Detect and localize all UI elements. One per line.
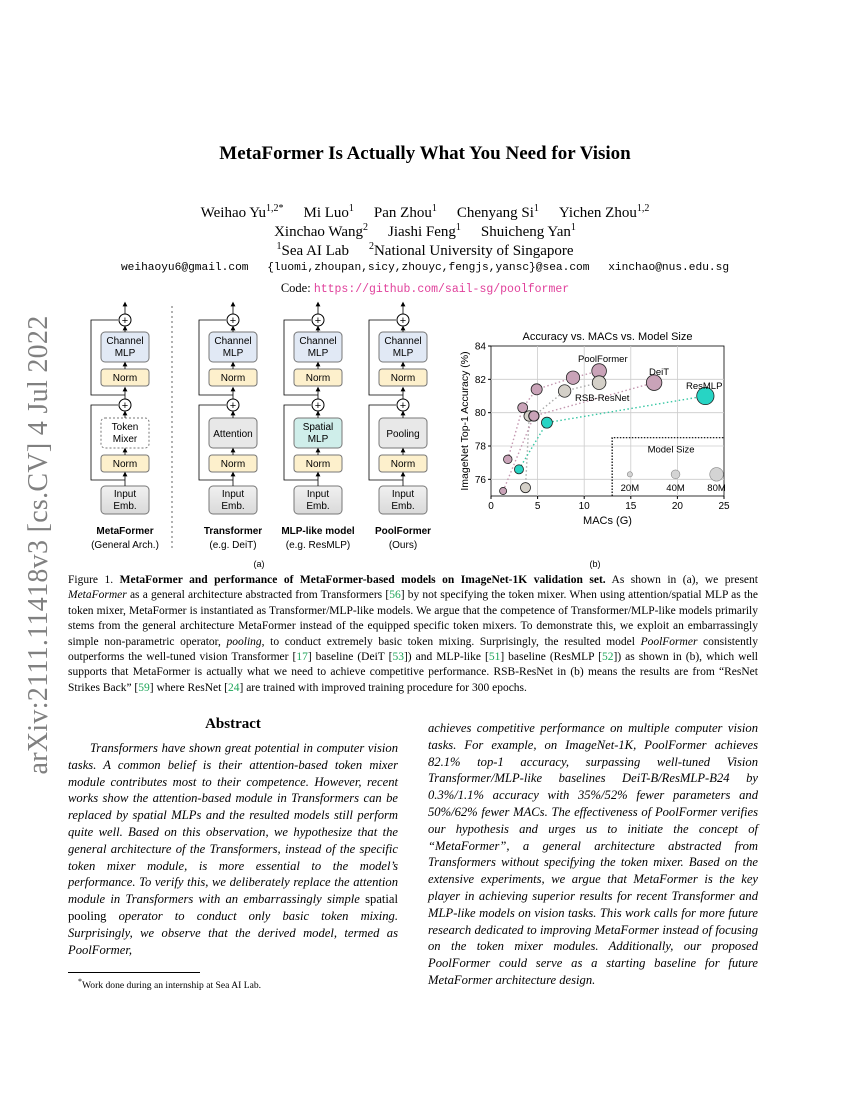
legend-size-marker [710,468,724,482]
plus-label: + [229,400,237,412]
y-axis-label: ImageNet Top-1 Accuracy (%) [459,351,471,491]
abstract-right-column [428,720,758,989]
legend-size-label: 40M [666,483,685,494]
x-tick-label: 5 [534,501,541,512]
email-3[interactable]: xinchao@nus.edu.sg [608,262,730,274]
legend-size-marker [627,472,632,477]
legend-title: Model Size [647,444,695,456]
channel-mlp-label: MLP [222,348,244,359]
norm-label: Norm [305,459,331,470]
resmlp-annotation: ResMLP [686,381,723,392]
arch-subtitle: (Ours) [388,540,418,551]
y-tick-label: 82 [474,374,486,386]
legend-size-label: 20M [620,483,640,494]
poolformer-point [503,455,512,464]
x-axis-label: MACs (G) [583,515,632,527]
arch-name: MetaFormer [96,526,154,537]
input-emb-label: Emb. [306,501,330,512]
norm-label: Norm [390,459,416,470]
plus-label: + [399,315,407,327]
poolformer-point [566,371,579,384]
author: Mi Luo$^1$ [303,203,354,221]
figure-caption: Figure 1. MetaFormer and performance of MetaFormer-based models on ImageNet-1K validation set. As shown in (a), we present MetaFormer as a general architecture abstracted from Transformers [56] by not specifying the token mixer. When using attention/spatial MLP as the token mixer, MetaFormer is instantiated as Transformer/MLP-like models. We argue that the competence of Transformer/MLP-like models primarily stems from the general architecture MetaFormer instead of the equipped specific token mixers. To demonstrate this, we exploit an embarrassingly simple non-parametric operator, pooling, to conduct extremely basic token mixing. Surprisingly, the resulted model PoolFormer consistently outperforms the well-tuned vision Transformer [17] baseline (DeiT [53]) and MLP-like [51] baseline (ResMLP [52]) as shown in (b), which well supports that MetaFormer is actually what we need to achieve competitive performance. RSB-ResNet in (b) means the results are from “ResNet Strikes Back” [59] where ResNet [24] are trained with improved training procedure for 300 epochs. [68,574,758,694]
norm-label: Norm [220,373,246,384]
token-mixer-label: Spatial [302,422,334,433]
author: Shuicheng Yan$^1$ [480,222,576,240]
poolformer-annotation: PoolFormer [578,354,628,365]
plus-label: + [314,315,322,327]
author: Yichen Zhou$^{1,2}$ [558,203,650,221]
citation[interactable]: 59 [138,681,150,694]
author: Weihao $Yu^{1,2*}$ [200,203,284,221]
deit-annotation: DeiT [649,367,670,378]
email-1[interactable]: weihaoyu6@gmail.com [120,262,249,274]
abstract-left-column [68,716,398,958]
arch-subtitle: (e.g. ResMLP) [285,540,351,551]
paper-title: MetaFormer Is Actually What You Need for Vision [219,143,631,164]
token-mixer-label: Token [111,422,139,433]
affiliation: $^1$Sea AI Lab [276,241,349,259]
abstract-paragraph-2: achieves competitive performance on multiple computer vision tasks. For example, on ImageNet-1K, PoolFormer achieves 82.1% top-1 accuracy, surpassing well-tuned Vision Transformer/MLP-like baselines DeiT-B/ResMLP-B24 by 0.3%/1.1% accuracy with 35%/52% fewer parameters and 50%/62% fewer MACs. The effectiveness of PoolFormer verifies our hypothesis and urges us to initiate the concept of “MetaFormer”, a general architecture abstracted from Transformers without specifying the token mixer. Based on the extensive experiments, we argue that MetaFormer is the key player in achieving superior results for recent Transformer and MLP-like models on vision tasks. This work calls for more future research dedicated to improving MetaFormer instead of focusing on the token mixer modules. Additionally, our proposed PoolFormer could serve as a starting baseline for future MetaFormer architecture design. [428,721,758,987]
channel-mlp-label: Channel [384,336,422,347]
affiliation: $^2$National University of Singapore [368,241,574,259]
plus-label: + [229,315,237,327]
x-tick-label: 25 [718,501,730,512]
affiliations [0,236,850,262]
arch-column [91,304,159,551]
caption-label: Figure 1. [68,574,114,586]
arch-column [281,304,355,551]
author: Chenyang Si$^1$ [456,203,539,221]
plot-frame [491,346,724,496]
deit-point [500,487,507,494]
input-emb-label: Input [391,489,415,500]
author: Xinchao Wang$^2$ [274,222,368,240]
author-emails [0,262,850,274]
y-tick-label: 76 [474,474,486,486]
input-emb-label: Input [221,489,245,500]
channel-mlp-label: MLP [307,348,329,359]
channel-mlp-label: Channel [214,336,252,347]
abstract-heading: Abstract [205,716,261,732]
caption-bold: MetaFormer and performance of MetaFormer-based models on ImageNet-1K validation set. [119,574,606,586]
input-emb-label: Emb. [221,501,245,512]
resmlp-point [514,465,523,474]
token-mixer-label: Pooling [386,429,420,440]
code-line [0,281,850,296]
input-emb-label: Emb. [391,501,415,512]
arch-name: MLP-like model [281,526,355,537]
panel-b-sublabel: (b) [589,559,601,569]
email-2[interactable]: {luomi,zhoupan,sicy,zhouyc,fengjs,yansc}@sea.com [267,262,590,274]
citation[interactable]: 53 [392,651,404,664]
deit-point [529,411,539,421]
panel-a-sublabel: (a) [253,559,265,569]
legend-size-marker [671,470,680,479]
figure-panel-b [459,331,730,527]
norm-label: Norm [112,373,138,384]
figure-panel-a [91,304,431,551]
poolformer-point [531,384,542,395]
norm-label: Norm [305,373,331,384]
plus-label: + [314,400,322,412]
arch-name: Transformer [203,526,263,537]
abstract-paragraph-1: Transformers have shown great potential in computer vision tasks. A common belief is their attention-based token mixer module contributes most to their competence. However, recent works show the attention-based module in Transformers can be replaced by spatial MLPs and the resulted models still perform quite well. Based on this observation, we hypothesize that the general architecture of the Transformers, instead of the specific token mixer module, is more essential to the model’s performance. To verify this, we deliberately replace the attention module in Transformers with an embarrassingly simple spatial pooling operator to conduct only basic token mixing. Surprisingly, we observe that the derived model, termed as PoolFormer, [68,741,398,957]
token-mixer-label: Attention [213,429,253,440]
plus-label: + [121,400,129,412]
x-tick-label: 15 [625,501,637,512]
channel-mlp-label: Channel [106,336,144,347]
channel-mlp-label: MLP [392,348,414,359]
footnote-rule [68,972,200,973]
norm-label: Norm [112,459,138,470]
input-emb-label: Input [113,489,137,500]
arch-subtitle: (General Arch.) [91,540,159,551]
channel-mlp-label: Channel [299,336,337,347]
x-tick-label: 10 [578,501,590,512]
token-mixer-label: Mixer [112,434,138,445]
resmlp-point [541,417,552,428]
citation[interactable]: 51 [488,651,501,664]
y-tick-label: 78 [474,441,486,453]
input-emb-label: Input [306,489,330,500]
arch-name: PoolFormer [374,526,432,537]
input-emb-label: Emb. [113,501,137,512]
arch-subtitle: (e.g. DeiT) [209,540,257,551]
rsb-point [520,483,530,493]
rsb-point [558,385,570,397]
arch-column [369,304,431,551]
norm-label: Norm [390,373,416,384]
code-link[interactable]: https://github.com/sail-sg/poolformer [313,283,570,296]
author: Pan Zhou$^1$ [373,203,437,221]
token-mixer-label: MLP [307,434,329,445]
citation[interactable]: 52 [602,651,614,664]
plus-label: + [121,315,129,327]
chart-title: Accuracy vs. MACs vs. Model Size [522,331,693,343]
figure-1 [82,300,782,572]
code-label: Code: [280,281,311,295]
legend-size-label: 80M [707,483,726,494]
arxiv-stamp: arXiv:2111.11418v3 [cs.CV] 4 Jul 2022 [23,315,54,775]
arch-column [199,304,262,551]
x-tick-label: 20 [671,501,683,512]
y-tick-label: 80 [474,408,486,420]
footnote: *Work done during an internship at Sea AI Lab. [78,977,262,992]
channel-mlp-label: MLP [114,348,136,359]
x-tick-label: 0 [488,501,494,512]
citation[interactable]: 56 [389,589,401,602]
citation[interactable]: 24 [228,681,240,694]
rsb-annotation: RSB-ResNet [575,393,630,404]
plus-label: + [399,400,407,412]
citation[interactable]: 17 [296,651,308,664]
poolformer-point [518,403,528,413]
author: Jiashi Feng$^1$ [387,222,461,240]
norm-label: Norm [220,459,246,470]
rsb-point [592,376,606,390]
y-tick-label: 84 [474,341,486,353]
